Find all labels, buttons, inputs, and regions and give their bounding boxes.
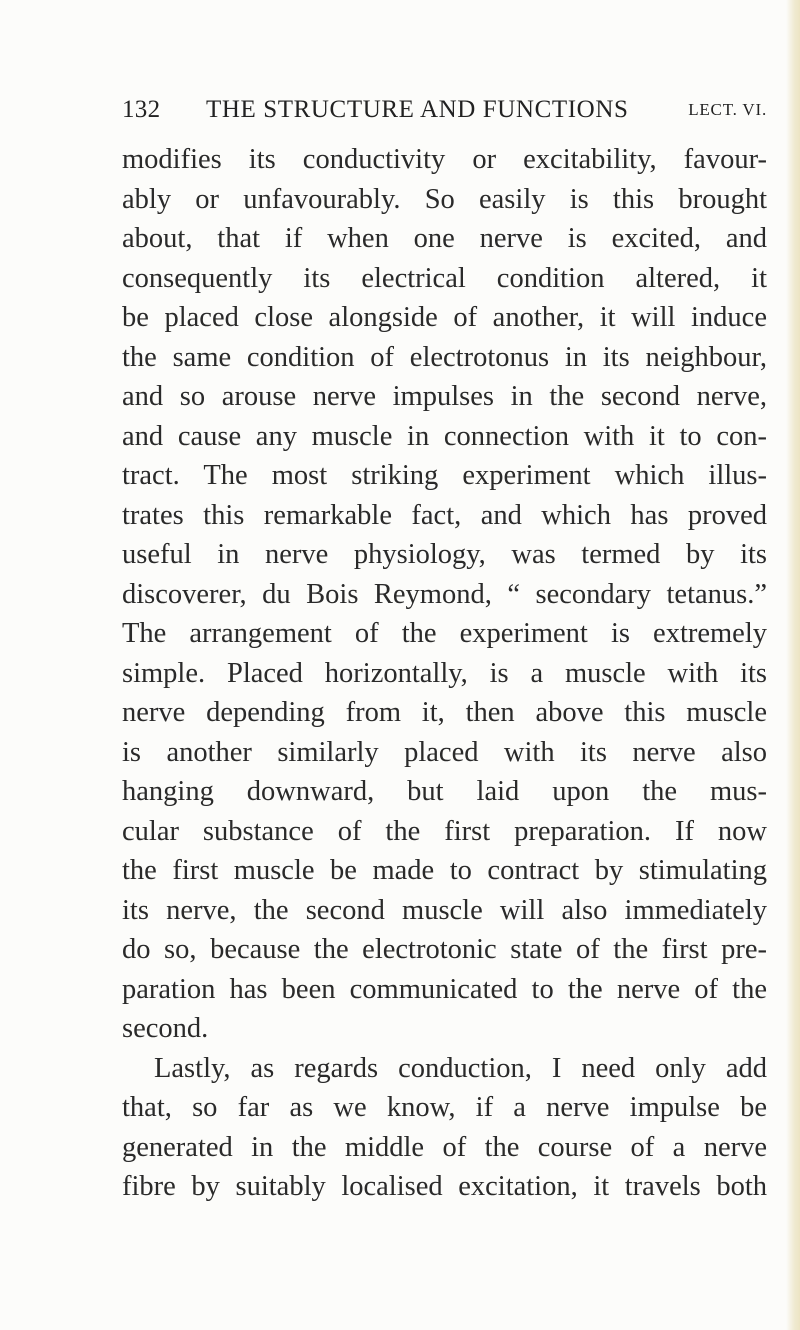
text-line: modifies its conductivity or excitability, favour- xyxy=(122,144,767,175)
paragraph-start-line: Lastly, as regards conduction, I need only add xyxy=(154,1052,767,1084)
text-line: The arrangement of the experiment is extremely xyxy=(122,618,767,649)
text-line: generated in the middle of the course of a nerve xyxy=(122,1131,767,1163)
text-line: useful in nerve physiology, was termed by its xyxy=(122,539,767,570)
text-line: simple. Placed horizontally, is a muscle with its xyxy=(122,657,767,689)
lecture-label: LECT. VI. xyxy=(688,100,767,119)
text-line: discoverer, du Bois Reymond, “ secondary tetanus.” xyxy=(122,578,767,610)
text-line: cular substance of the first preparation. If now xyxy=(122,815,767,847)
running-title: THE STRUCTURE AND FUNCTIONS xyxy=(206,96,629,123)
text-line: its nerve, the second muscle will also immediately xyxy=(122,894,767,926)
text-line: the first muscle be made to contract by stimulating xyxy=(122,855,767,886)
text-line: paration has been communicated to the nerve of the xyxy=(122,973,767,1005)
page-edge xyxy=(786,0,800,1330)
text-line: fibre by suitably localised excitation, it travels both xyxy=(122,1171,767,1202)
text-line: that, so far as we know, if a nerve impulse be xyxy=(122,1092,767,1123)
text-line: about, that if when one nerve is excited, and xyxy=(122,223,767,254)
text-line: is another similarly placed with its nerve also xyxy=(122,736,767,768)
page-number: 132 xyxy=(122,96,161,123)
text-line: ably or unfavourably. So easily is this brought xyxy=(122,183,767,215)
body-text xyxy=(122,140,767,1207)
text-line: hanging downward, but laid upon the mus- xyxy=(122,776,767,807)
text-line: and so arouse nerve impulses in the second nerve, xyxy=(122,381,767,412)
text-line: trates this remarkable fact, and which has proved xyxy=(122,499,767,531)
text-line: nerve depending from it, then above this muscle xyxy=(122,697,767,728)
running-head xyxy=(122,96,767,130)
paragraph-end-line: second. xyxy=(122,1013,209,1044)
text-line: do so, because the electrotonic state of the first pre- xyxy=(122,934,767,965)
text-line: be placed close alongside of another, it will induce xyxy=(122,302,767,333)
text-line: tract. The most striking experiment which illus- xyxy=(122,460,767,491)
text-line: and cause any muscle in connection with it to con- xyxy=(122,420,767,452)
text-line: the same condition of electrotonus in its neighbour, xyxy=(122,341,767,373)
text-line: consequently its electrical condition altered, it xyxy=(122,262,767,294)
